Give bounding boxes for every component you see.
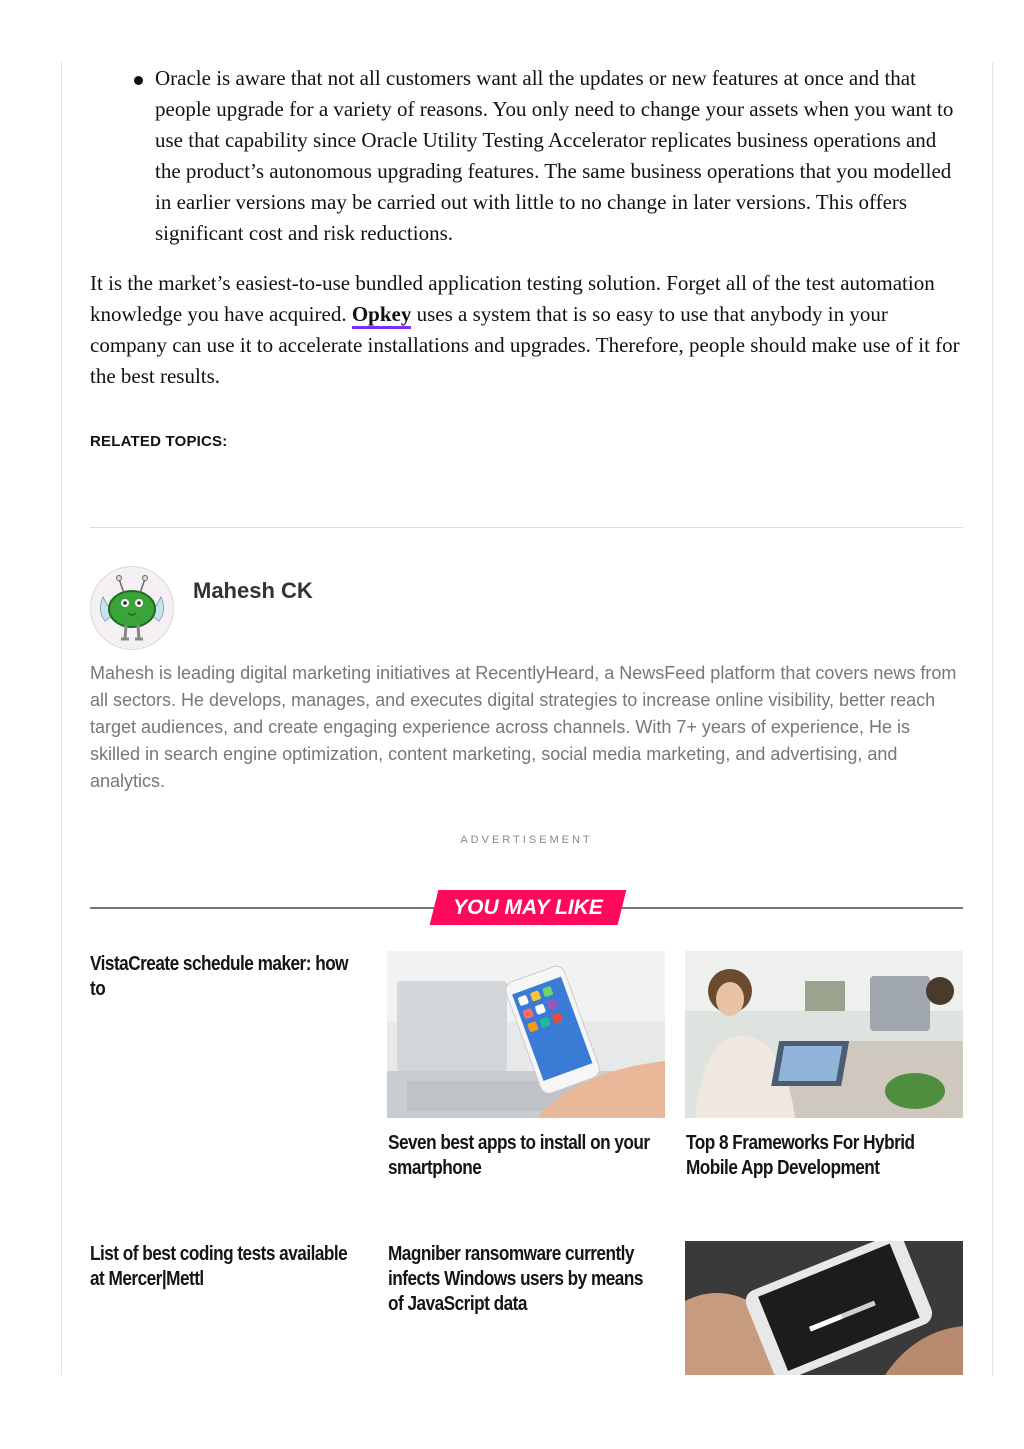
paragraph-text-end: uses a system that is so easy to use that anybody in your company can use it to accelerate installations and upgrades. Therefore, people should make use of it for the best results.: [90, 302, 960, 388]
card-title-vistacreate[interactable]: VistaCreate schedule maker: how to: [90, 953, 349, 1000]
bullet-dot-icon: [134, 76, 143, 85]
developers-photo-icon: [685, 951, 963, 1118]
article-paragraph: [90, 268, 963, 392]
author-name-link[interactable]: Mahesh CK: [193, 578, 313, 603]
paragraph-text-start: It is the market’s easiest-to-use bundled application testing solution. Forget all of the test automation knowledge you have acquired.: [90, 271, 935, 326]
card-title-coding-tests[interactable]: List of best coding tests available at Mercer|Mettl: [90, 1243, 348, 1290]
card-title-apps[interactable]: Seven best apps to install on your smartphone: [388, 1132, 650, 1179]
feature-bullet-list: [155, 63, 965, 249]
card-title-frameworks[interactable]: Top 8 Frameworks For Hybrid Mobile App Development: [686, 1132, 915, 1179]
author-avatar[interactable]: [90, 566, 174, 650]
bullet-text: Oracle is aware that not all customers want all the updates or new features at once and that people upgrade for a variety of reasons. You only need to change your assets when you want to use that capability since Oracle Utility Testing Accelerator replicates business operations and the product’s autonomous upgrading features. The same business operations that you modelled in earlier versions may be carried out with little to no change in later versions. This offers significant cost and risk reductions.: [155, 66, 954, 245]
author-bio: Mahesh is leading digital marketing initiatives at RecentlyHeard, a NewsFeed platform that covers news from all sectors. He develops, manages, and executes digital strategies to increase online visibility, better reach target audiences, and create engaging experience across channels. With 7+ years of experience, He is skilled in search engine optimization, content marketing, social media marketing, and advertising, and analytics.: [90, 663, 957, 791]
card-image-phone-hand[interactable]: [685, 1241, 963, 1375]
card-image-frameworks[interactable]: [685, 951, 963, 1118]
smartphone-photo-icon: [387, 951, 665, 1118]
you-may-like-heading: YOU MAY LIKE: [453, 896, 603, 919]
advertisement-label: ADVERTISEMENT: [460, 834, 593, 846]
opkey-link[interactable]: Opkey: [352, 302, 412, 329]
bullet-item: [155, 63, 965, 249]
avatar-mascot-icon: [91, 567, 173, 649]
author-divider: [90, 527, 963, 528]
phone-in-hand-photo-icon: [685, 1241, 963, 1375]
related-topics-label: RELATED TOPICS:: [90, 433, 228, 450]
card-title-magniber[interactable]: Magniber ransomware currently infects Windows users by means of JavaScript data: [388, 1243, 643, 1315]
card-image-apps[interactable]: [387, 951, 665, 1118]
